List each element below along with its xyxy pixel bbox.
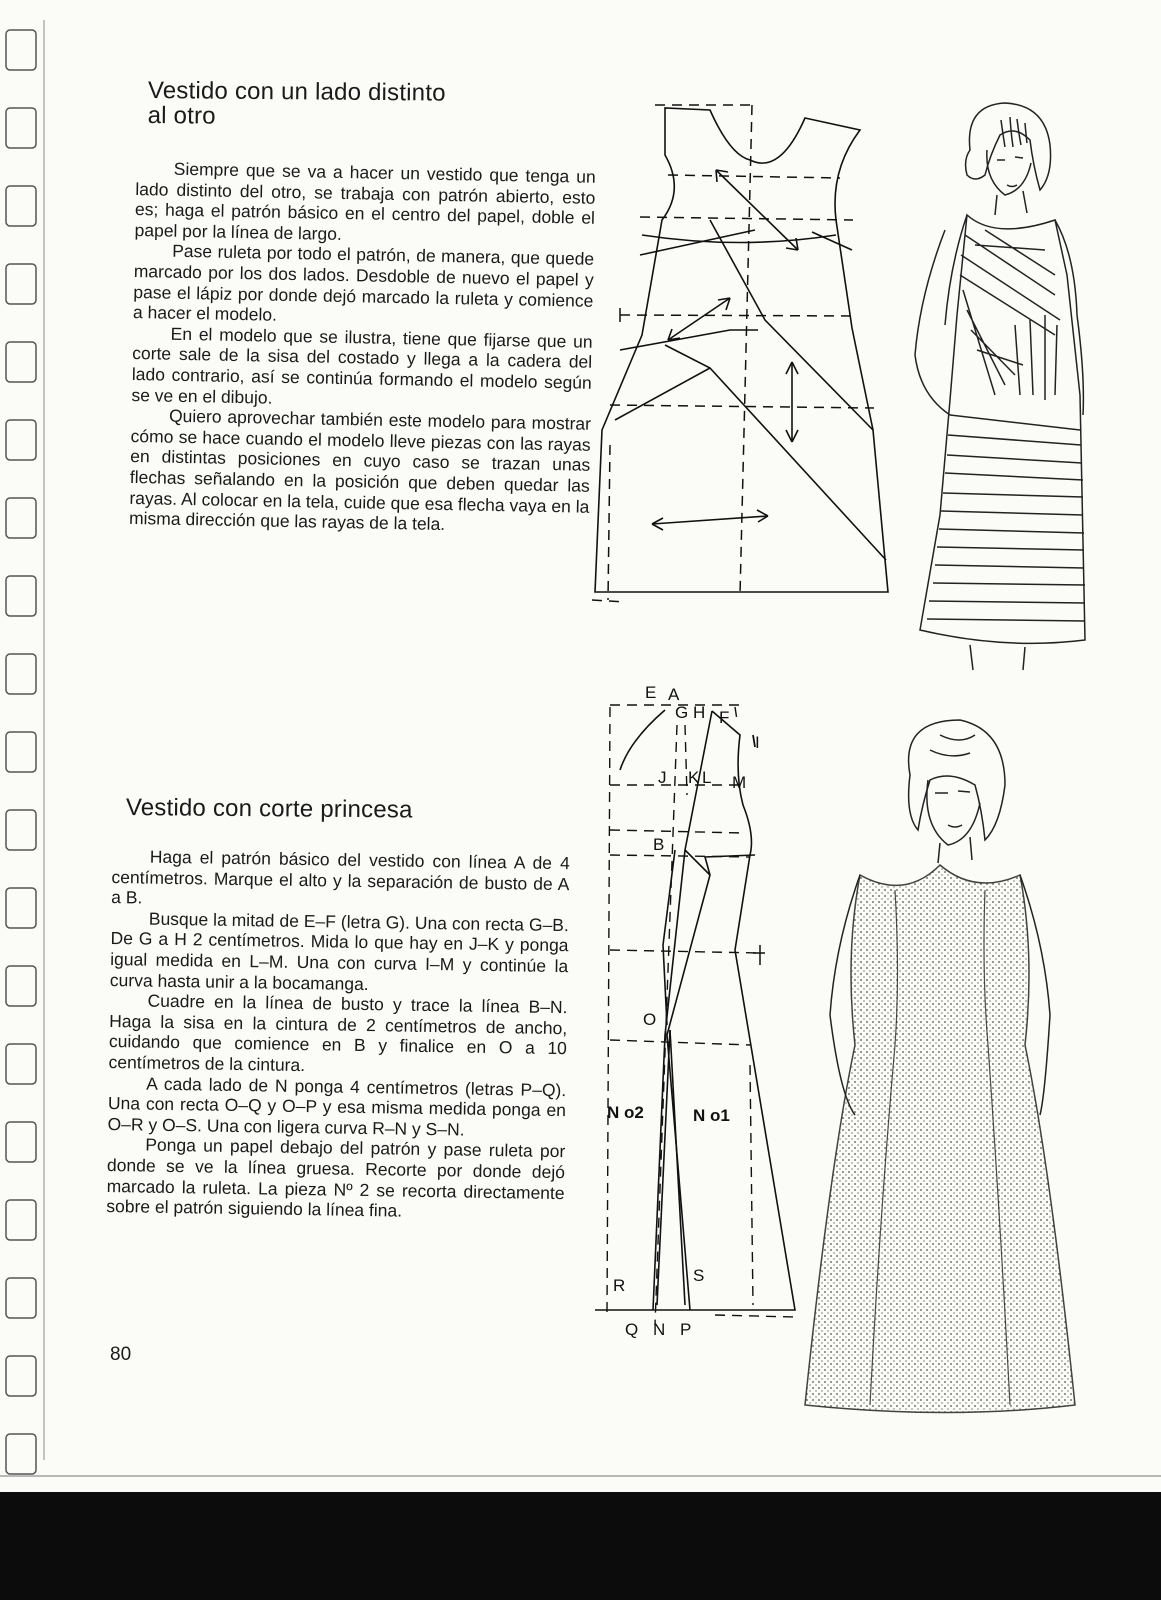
spiral-ring [6,966,36,1006]
spiral-ring [6,342,36,382]
point-label-f: F [719,708,730,727]
page-edge-line [0,1475,1161,1477]
piece-label-n1: N o1 [693,1106,730,1125]
spiral-ring [6,810,36,850]
point-label-k: K [688,768,700,787]
section1-title-line2: al otro [147,101,216,130]
point-label-h: H [693,703,706,722]
spiral-ring [6,420,36,460]
section1-paragraph: Pase ruleta por todo el patrón, de manera, que quede marcado por los dos lados. Desdoble de nuevo el papel y pase el lápiz por donde dejó marcado la ruleta y comience a hacer el modelo. [132,241,595,325]
point-label-j: J [658,768,667,787]
spiral-ring [6,1122,36,1162]
section1-body [129,158,596,537]
section2-paragraph: Cuadre en la línea de busto y trace la línea B–N. Haga la sisa en la cintura de 2 centímetros de ancho, cuidando que comience en B y finalice en O a 10 centímetros de la cintura. [108,990,568,1075]
section1-paragraph: Quiero aprovechar también este modelo para mostrar cómo se hace cuando el modelo lleve piezas con las rayas en distintas posiciones en cuyo caso se trazan unas flechas señalando en la posición que deben quedar las rayas. Al colocar en la tela, cuide que esa flecha vaya en la misma dirección que las rayas de la tela. [128,405,592,535]
point-label-b: B [653,835,665,854]
section1-paragraph: Siempre que se va a hacer un vestido que tenga un lado distinto del otro, se trabaja con patrón abierto, esto es; haga el patrón básico en el centro del papel, doble el papel por la línea de largo. [134,158,596,244]
point-label-g: G [675,703,689,722]
point-label-l: L [702,768,712,787]
section2-paragraph: Ponga un papel debajo del patrón y pase ruleta por donde se ve la línea gruesa. Recorte por donde dejó marcado la ruleta. La pieza Nº 2 se recorta directamente sobre el patrón siguiendo la línea fina. [106,1134,566,1221]
point-label-q: Q [625,1320,639,1339]
spiral-ring [6,654,36,694]
point-label-m: M [732,773,747,792]
point-label-s: S [693,1266,705,1285]
page-number: 80 [110,1344,132,1365]
spiral-ring [6,30,36,70]
section2-title: Vestido con corte princesa [125,794,413,824]
spiral-ring [6,576,36,616]
scanner-background [0,1492,1161,1600]
asymmetric-dress-illustration [905,95,1105,685]
princess-dress-illustration [800,715,1100,1420]
section1-paragraph: En el modelo que se ilustra, tiene que fijarse que un corte sale de la sisa del costado y llega a la cadera del lado contrario, así se continúa formando el modelo según se ve en el dibujo. [131,323,593,408]
spiral-ring [6,108,36,148]
point-label-p: P [680,1320,692,1339]
point-label-e: E [645,683,657,702]
point-label-n: N [653,1320,666,1339]
spiral-ring [6,1356,36,1396]
section1-title [148,78,528,131]
spiral-ring [6,732,36,772]
point-label-r: R [613,1276,626,1295]
section2-paragraph: Busque la mitad de E–F (letra G). Una con recta G–B. De G a H 2 centímetros. Mida lo que hay en J–K y ponga igual medida en L–M. Una con curva I–M y continúe la curva hasta unir a la bocamanga. [109,908,569,994]
point-label-a: A [668,685,680,704]
piece-label-n2: N o2 [607,1103,644,1122]
spiral-ring [6,1200,36,1240]
spiral-ring [6,1434,36,1474]
point-label-o: O [643,1010,657,1029]
spiral-ring [6,186,36,226]
section2-paragraph: Haga el patrón básico del vestido con línea A de 4 centímetros. Marque el alto y la separación de busto de A a B. [111,846,570,908]
section1-title-line1: Vestido con un lado distinto [147,77,446,107]
spiral-ring [6,498,36,538]
spiral-ring [6,1044,36,1084]
point-label-i: I [755,733,760,752]
asymmetric-dress-pattern [590,100,890,620]
spiral-ring [6,888,36,928]
section2-paragraph: A cada lado de N ponga 4 centímetros (letras P–Q). Una con recta O–Q y O–P y esa misma medida ponga en O–R y O–S. Una con ligera curva R–N y S–N. [107,1073,567,1140]
princess-cut-pattern [595,685,825,1345]
spiral-ring [6,264,36,304]
section2-body [106,846,570,1224]
spiral-ring [6,1278,36,1318]
spiral-binding [0,0,46,1470]
